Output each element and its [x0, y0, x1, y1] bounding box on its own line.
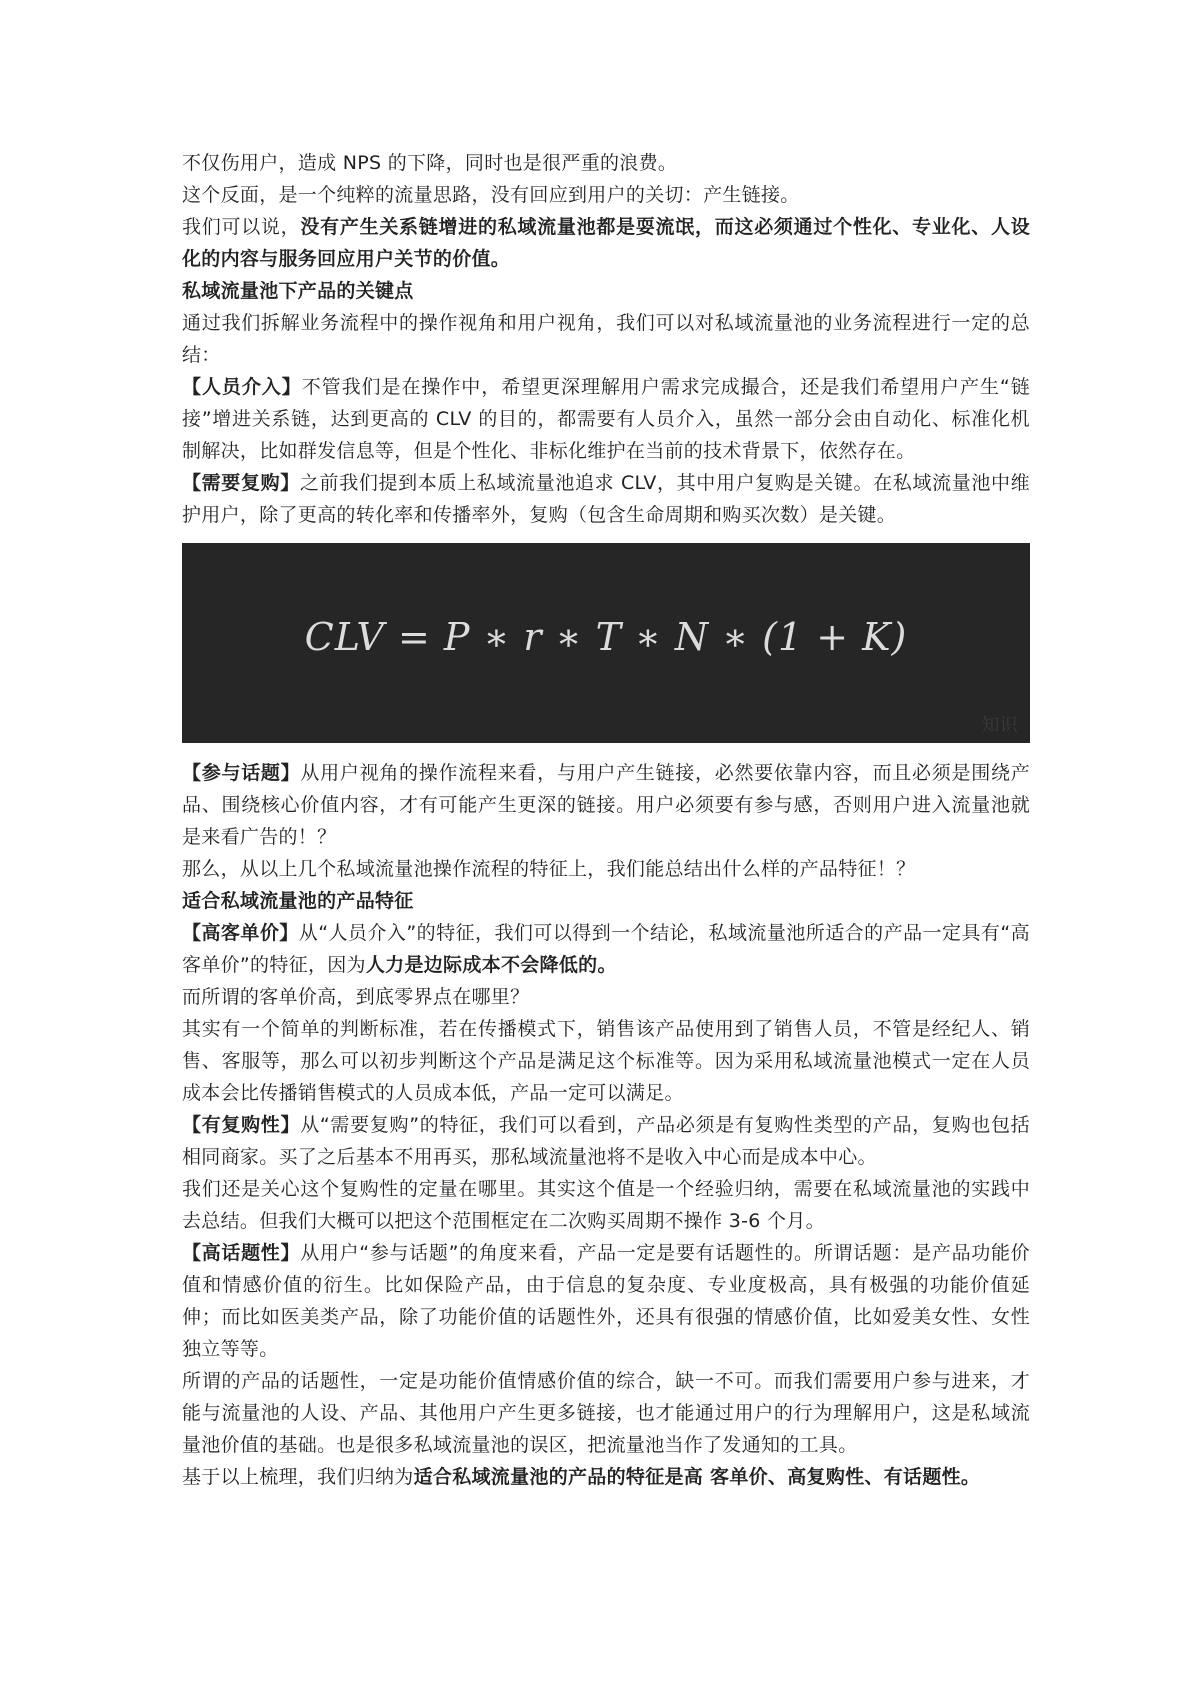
- body-text: 其实有一个简单的判断标准，若在传播模式下，销售该产品使用到了销售人员，不管是经纪人、销售、客服等，那么可以初步判断这个产品是满足这个标准等。因为采用私域流量池模式一定在人员成本会比传播销售模式的人员成本低，产品一定可以满足。: [182, 1018, 1030, 1104]
- article-body: [182, 147, 1030, 1493]
- paragraph: [182, 981, 1030, 1013]
- bold-text: 【需要复购】: [182, 472, 300, 494]
- section-heading: [182, 885, 1030, 917]
- paragraph: [182, 917, 1030, 981]
- body-text: 从“人员介入”的特征，我们可以得到一个结论，私域流量池所适合的产品一定具有“高客单价”的特征，因为: [182, 922, 1030, 976]
- body-text: 我们可以说，: [182, 216, 301, 238]
- body-text: 我们还是关心这个复购性的定量在哪里。其实这个值是一个经验归纳，需要在私域流量池的实践中去总结。但我们大概可以把这个范围框定在二次购买周期不操作 3-6 个月。: [182, 1178, 1030, 1232]
- clv-formula: CLV = P ∗ r ∗ T ∗ N ∗ (1 + K): [304, 615, 908, 659]
- body-text: 之前我们提到本质上私域流量池追求 CLV，其中用户复购是关键。在私域流量池中维护用户，除了更高的转化率和传播率外，复购（包含生命周期和购买次数）是关键。: [182, 472, 1030, 526]
- paragraph: [182, 1109, 1030, 1173]
- section-heading: [182, 275, 1030, 307]
- bold-text: 【有复购性】: [182, 1114, 301, 1136]
- paragraph: [182, 307, 1030, 371]
- paragraph: [182, 1013, 1030, 1109]
- body-text: 所谓的产品的话题性，一定是功能价值情感价值的综合，缺一不可。而我们需要用户参与进来，才能与流量池的人设、产品、其他用户产生更多链接，也才能通过用户的行为理解用户，这是私域流量池价值的基础。也是很多私域流量池的误区，把流量池当作了发通知的工具。: [182, 1370, 1030, 1456]
- body-text: 从用户视角的操作流程来看，与用户产生链接，必然要依靠内容，而且必须是围绕产品、围绕核心价值内容，才有可能产生更深的链接。用户必须要有参与感，否则用户进入流量池就是来看广告的！？: [182, 762, 1030, 848]
- paragraph: [182, 467, 1030, 531]
- paragraph: [182, 211, 1030, 275]
- body-text: 不管我们是在操作中，希望更深理解用户需求完成撮合，还是我们希望用户产生“链接”增进关系链，达到更高的 CLV 的目的，都需要有人员介入，虽然一部分会由自动化、标准化机制解决，比如群发信息等，但是个性化、非标化维护在当前的技术背景下，依然存在。: [182, 376, 1030, 462]
- article-top-section: [182, 147, 1030, 531]
- paragraph: [182, 853, 1030, 885]
- paragraph: [182, 1237, 1030, 1365]
- body-text: 这个反面，是一个纯粹的流量思路，没有回应到用户的关切：产生链接。: [182, 184, 800, 206]
- bold-text: 【参与话题】: [182, 762, 301, 784]
- body-text: 从用户“参与话题”的角度来看，产品一定是要有话题性的。所谓话题：是产品功能价值和情感价值的衍生。比如保险产品，由于信息的复杂度、专业度极高，具有极强的功能价值延伸；而比如医美类产品，除了功能价值的话题性外，还具有很强的情感价值，比如爱美女性、女性独立等等。: [182, 1242, 1030, 1360]
- bold-text: 适合私域流量池的产品的特征是高 客单价、高复购性、有话题性。: [413, 1466, 981, 1488]
- bold-text: 【高客单价】: [182, 922, 299, 944]
- body-text: 而所谓的客单价高，到底零界点在哪里？: [182, 986, 530, 1008]
- paragraph: [182, 1365, 1030, 1461]
- bold-text: 【人员介入】: [182, 376, 302, 398]
- body-text: 基于以上梳理，我们归纳为: [182, 1466, 414, 1488]
- paragraph: [182, 371, 1030, 467]
- paragraph: [182, 179, 1030, 211]
- bold-text: 人力是边际成本不会降低的。: [365, 954, 617, 976]
- paragraph: [182, 147, 1030, 179]
- body-text: 不仅伤用户，造成 NPS 的下降，同时也是很严重的浪费。: [182, 152, 678, 174]
- watermark-text: 知识: [981, 715, 1018, 736]
- paragraph: [182, 757, 1030, 853]
- bold-text: 私域流量池下产品的关键点: [182, 280, 414, 302]
- body-text: 通过我们拆解业务流程中的操作视角和用户视角，我们可以对私域流量池的业务流程进行一定的总结：: [182, 312, 1030, 366]
- bold-text: 没有产生关系链增进的私域流量池都是耍流氓，而这必须通过个性化、专业化、人设化的内容与服务回应用户关节的价值。: [182, 216, 1030, 270]
- body-text: 那么，从以上几个私域流量池操作流程的特征上，我们能总结出什么样的产品特征！？: [182, 858, 916, 880]
- bold-text: 适合私域流量池的产品特征: [182, 890, 414, 912]
- paragraph: [182, 1173, 1030, 1237]
- article-bottom-section: [182, 757, 1030, 1493]
- paragraph: [182, 1461, 1030, 1493]
- bold-text: 【高话题性】: [182, 1242, 301, 1264]
- clv-formula-image: [182, 543, 1030, 743]
- body-text: 从“需要复购”的特征，我们可以看到，产品必须是有复购性类型的产品，复购也包括相同商家。买了之后基本不用再买，那私域流量池将不是收入中心而是成本中心。: [182, 1114, 1030, 1168]
